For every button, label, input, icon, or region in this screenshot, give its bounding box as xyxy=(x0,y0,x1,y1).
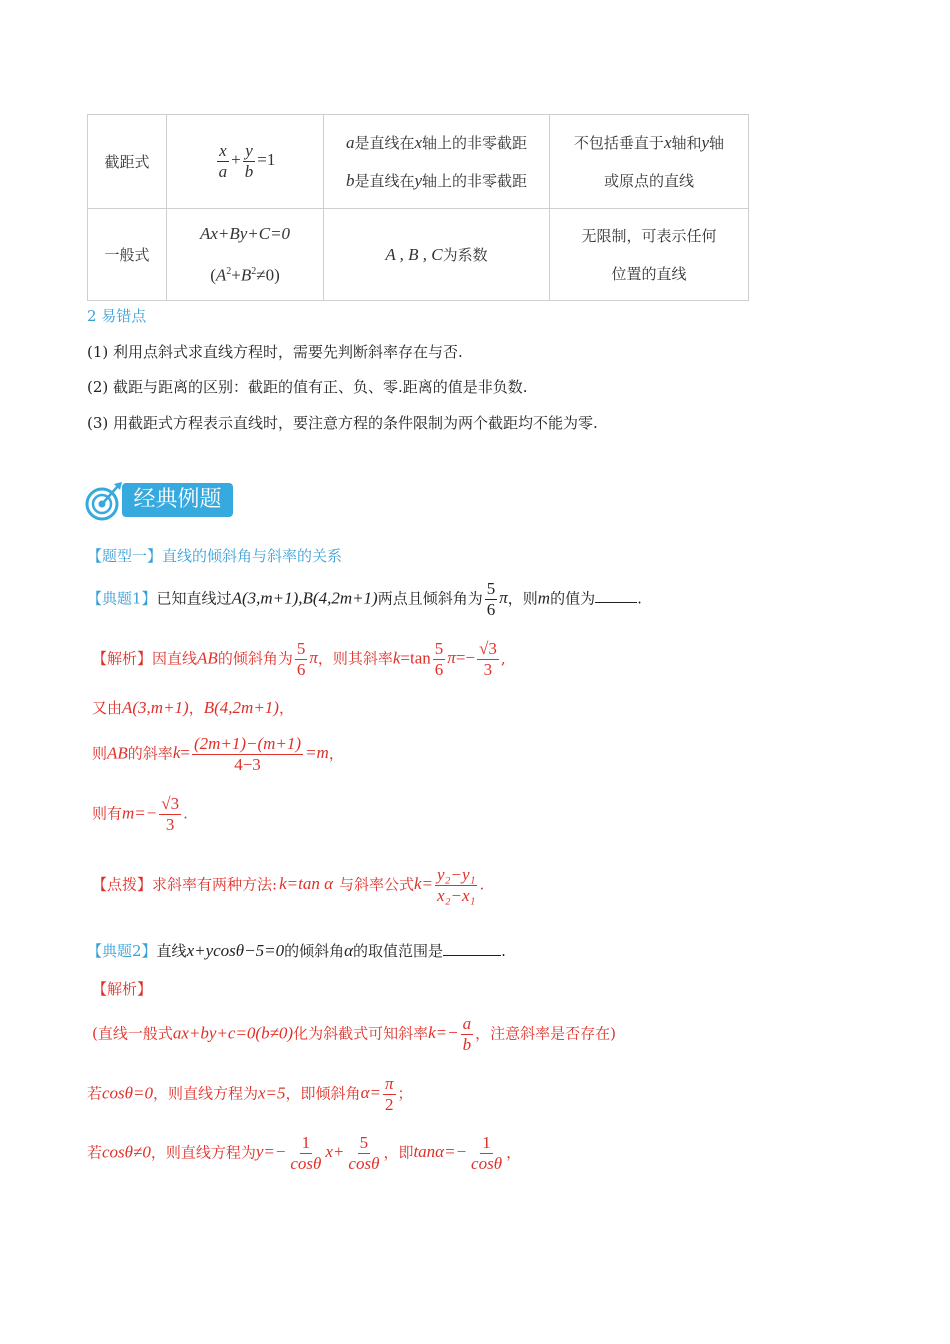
solution-1-line4: 则有m=− $\frac{√3}{3}$ . xyxy=(92,794,188,834)
error-item: (3) 用截距式方程表示直线时，要注意方程的条件限制为两个截距均不能为零. xyxy=(87,414,598,432)
errors-heading: 2 易错点 xyxy=(87,307,147,325)
solution-2-line3: 若cosθ≠0，则直线方程为y=− $\frac{1}{\cos\theta}$ x+ $\frac{5}{\cos\theta}$ ，即tanα=− $\frac{1}{\cos\theta}$ ， xyxy=(87,1133,522,1173)
table-row xyxy=(88,209,749,301)
solution-1-line1: 【解析】因直线AB的倾斜角为 $\frac{5}{6}$ π，则其斜率k=tan $\frac{5}{6}$ π=− $\frac{√3}{3}$ , xyxy=(92,639,506,679)
form-description: a是直线在x轴上的非零截距 b是直线在y轴上的非零截距 xyxy=(324,115,550,209)
form-equation: $\frac{x}{a}$ + $\frac{y}{b}$ =1 xyxy=(167,115,324,209)
error-item: (2) 截距与距离的区别：截距的值有正、负、零.距离的值是非负数. xyxy=(87,378,528,396)
line-forms-table xyxy=(87,114,749,301)
form-description: A , B , C为系数 xyxy=(324,209,550,301)
form-name: 截距式 xyxy=(88,115,167,209)
target-arrow-icon xyxy=(84,480,124,522)
example-2: 【典题2】直线x+ycosθ−5=0的倾斜角α的取值范围是 . xyxy=(87,941,506,960)
solution-2-line2: 若cosθ=0，则直线方程为x=5，即倾斜角α= $\frac{\pi}{2}$ ； xyxy=(87,1074,413,1114)
form-limitation: 无限制，可表示任何 位置的直线 xyxy=(550,209,749,301)
solution-2-tag: 【解析】 xyxy=(92,980,153,998)
form-limitation: 不包括垂直于x轴和y轴 或原点的直线 xyxy=(550,115,749,209)
section-banner: 经典例题 xyxy=(122,483,233,517)
table-row xyxy=(88,115,749,209)
example-1: 【典题1】已知直线过A(3,m+1),B(4,2m+1)两点且倾斜角为 $\frac{5}{6}$ π，则m的值为 . xyxy=(87,579,642,619)
form-equation: Ax+By+C=0 $(A^2+B^2\ne 0)$ xyxy=(167,209,324,301)
error-item: (1) 利用点斜式求直线方程时，需要先判断斜率存在与否. xyxy=(87,343,463,361)
solution-1-line3: 则AB的斜率k= $\frac{(2m+1)-(m+1)}{4-3}$ =m， xyxy=(92,734,344,774)
form-name: 一般式 xyxy=(88,209,167,301)
type-label: 【题型一】直线的倾斜角与斜率的关系 xyxy=(87,547,343,565)
solution-1-line2: 又由A(3,m+1)，B(4,2m+1)， xyxy=(92,698,294,717)
solution-2-line1: (直线一般式ax+by+c=0(b≠0)化为斜截式可知斜率k=− $\frac{a}{b}$ ，注意斜率是否存在) xyxy=(92,1014,616,1054)
hint: 【点拨】求斜率有两种方法: k=tan α 与斜率公式k= $\frac{\text{y₂−y₁}}{\text{x₂−x₁}}$ . xyxy=(92,865,485,905)
